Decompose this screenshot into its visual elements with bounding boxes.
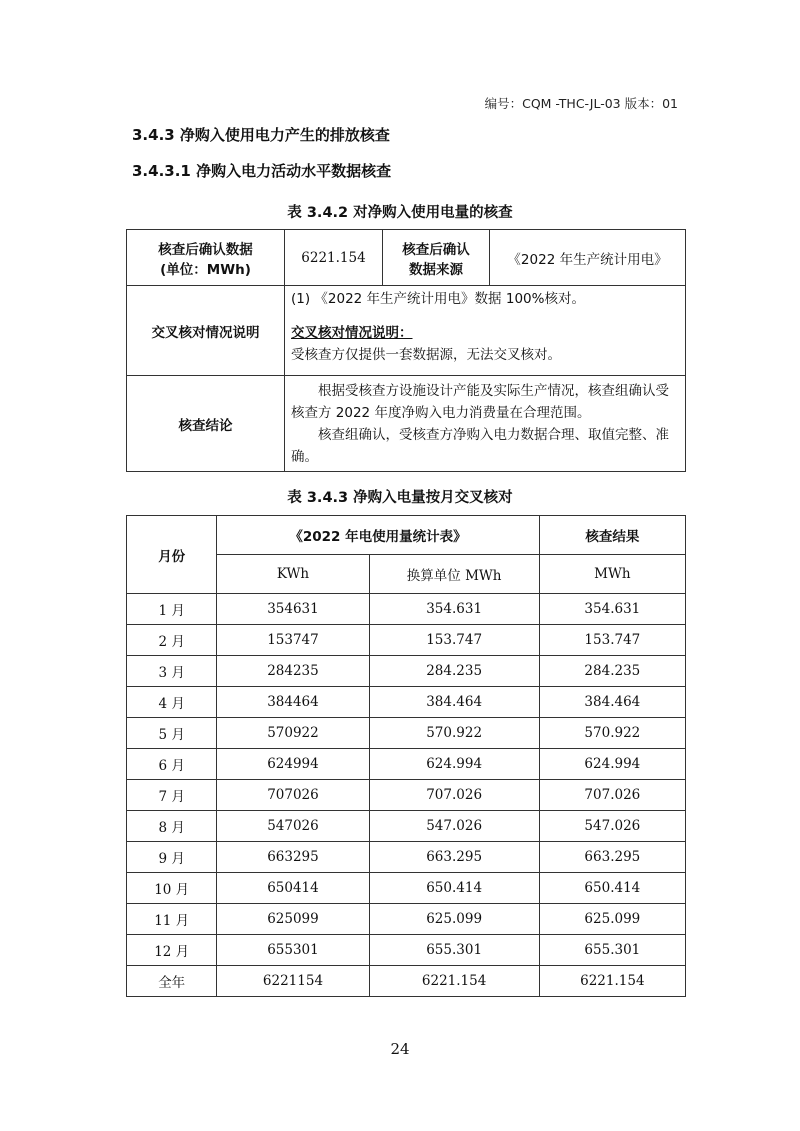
month-cell: 11 月 [127, 904, 217, 935]
conclusion-content [285, 376, 686, 472]
table-row [127, 904, 686, 935]
converted-mwh-cell: 284.235 [369, 656, 539, 687]
month-cell: 1 月 [127, 594, 217, 625]
month-cell: 12 月 [127, 935, 217, 966]
monthly-electricity-table [126, 515, 686, 997]
kwh-cell: 625099 [217, 904, 369, 935]
table1-caption: 表 3.4.2 对净购入使用电量的核查 [287, 205, 513, 221]
cross-check-content [285, 286, 686, 376]
result-mwh-cell: 547.026 [539, 811, 685, 842]
result-mwh-cell: 6221.154 [539, 966, 685, 997]
month-cell: 6 月 [127, 749, 217, 780]
monthly-rows [127, 594, 686, 997]
converted-mwh-cell: 650.414 [369, 873, 539, 904]
converted-mwh-cell: 570.922 [369, 718, 539, 749]
converted-mwh-header: 换算单位 MWh [369, 555, 539, 594]
converted-mwh-cell: 707.026 [369, 780, 539, 811]
converted-mwh-cell: 153.747 [369, 625, 539, 656]
table-row [127, 966, 686, 997]
kwh-cell: 547026 [217, 811, 369, 842]
cross-check-label: 交叉核对情况说明 [127, 286, 285, 376]
kwh-cell: 663295 [217, 842, 369, 873]
result-header: 核查结果 [539, 516, 685, 555]
confirmed-data-label: 核查后确认数据 (单位：MWh) [127, 230, 285, 286]
result-mwh-header: MWh [539, 555, 685, 594]
page-number: 24 [390, 1040, 410, 1058]
data-source-label: 核查后确认 数据来源 [383, 230, 490, 286]
result-mwh-cell: 153.747 [539, 625, 685, 656]
table-row [127, 594, 686, 625]
table-row [127, 749, 686, 780]
month-cell: 8 月 [127, 811, 217, 842]
converted-mwh-cell: 655.301 [369, 935, 539, 966]
table2-caption: 表 3.4.3 净购入电量按月交叉核对 [287, 490, 513, 506]
table-row [127, 842, 686, 873]
result-mwh-cell: 663.295 [539, 842, 685, 873]
conclusion-paragraph: 根据受核查方设施设计产能及实际生产情况，核查组确认受核查方 2022 年度净购入电力消费量在合理范围。 [291, 382, 669, 421]
result-mwh-cell: 707.026 [539, 780, 685, 811]
month-cell: 4 月 [127, 687, 217, 718]
subsection-heading: 3.4.3.1 净购入电力活动水平数据核查 [132, 162, 392, 180]
table-row [127, 873, 686, 904]
month-header: 月份 [127, 516, 217, 594]
kwh-cell: 650414 [217, 873, 369, 904]
verification-table [126, 229, 686, 472]
month-cell: 全年 [127, 966, 217, 997]
converted-mwh-cell: 663.295 [369, 842, 539, 873]
result-mwh-cell: 384.464 [539, 687, 685, 718]
kwh-cell: 153747 [217, 625, 369, 656]
kwh-cell: 570922 [217, 718, 369, 749]
result-mwh-cell: 624.994 [539, 749, 685, 780]
month-cell: 7 月 [127, 780, 217, 811]
kwh-cell: 384464 [217, 687, 369, 718]
kwh-cell: 624994 [217, 749, 369, 780]
converted-mwh-cell: 625.099 [369, 904, 539, 935]
confirmed-data-value: 6221.154 [285, 230, 383, 286]
table-row [127, 625, 686, 656]
result-mwh-cell: 570.922 [539, 718, 685, 749]
cross-check-line: (1) 《2022 年生产统计用电》数据 100%核对。 [291, 291, 585, 307]
table-row [127, 656, 686, 687]
data-source-value: 《2022 年生产统计用电》 [490, 230, 686, 286]
kwh-cell: 6221154 [217, 966, 369, 997]
table-row [127, 687, 686, 718]
table-row [127, 935, 686, 966]
kwh-cell: 707026 [217, 780, 369, 811]
month-cell: 9 月 [127, 842, 217, 873]
table-row [127, 780, 686, 811]
kwh-cell: 354631 [217, 594, 369, 625]
result-mwh-cell: 284.235 [539, 656, 685, 687]
conclusion-label: 核查结论 [127, 376, 285, 472]
month-cell: 2 月 [127, 625, 217, 656]
month-cell: 5 月 [127, 718, 217, 749]
kwh-cell: 655301 [217, 935, 369, 966]
table-row [127, 811, 686, 842]
result-mwh-cell: 655.301 [539, 935, 685, 966]
result-mwh-cell: 625.099 [539, 904, 685, 935]
conclusion-paragraph: 核查组确认，受核查方净购入电力数据合理、取值完整、准确。 [291, 426, 669, 465]
converted-mwh-cell: 547.026 [369, 811, 539, 842]
converted-mwh-cell: 354.631 [369, 594, 539, 625]
converted-mwh-cell: 384.464 [369, 687, 539, 718]
result-mwh-cell: 650.414 [539, 873, 685, 904]
source-header: 《2022 年电使用量统计表》 [217, 516, 539, 555]
document-code-header: 编号：CQM -THC-JL-03 版本：01 [484, 96, 678, 111]
converted-mwh-cell: 624.994 [369, 749, 539, 780]
month-cell: 10 月 [127, 873, 217, 904]
cross-check-subtitle: 交叉核对情况说明： [291, 325, 413, 341]
table-row [127, 718, 686, 749]
section-heading: 3.4.3 净购入使用电力产生的排放核查 [132, 126, 390, 144]
cross-check-line: 受核查方仅提供一套数据源，无法交叉核对。 [291, 347, 561, 363]
kwh-cell: 284235 [217, 656, 369, 687]
month-cell: 3 月 [127, 656, 217, 687]
result-mwh-cell: 354.631 [539, 594, 685, 625]
converted-mwh-cell: 6221.154 [369, 966, 539, 997]
kwh-header: KWh [217, 555, 369, 594]
